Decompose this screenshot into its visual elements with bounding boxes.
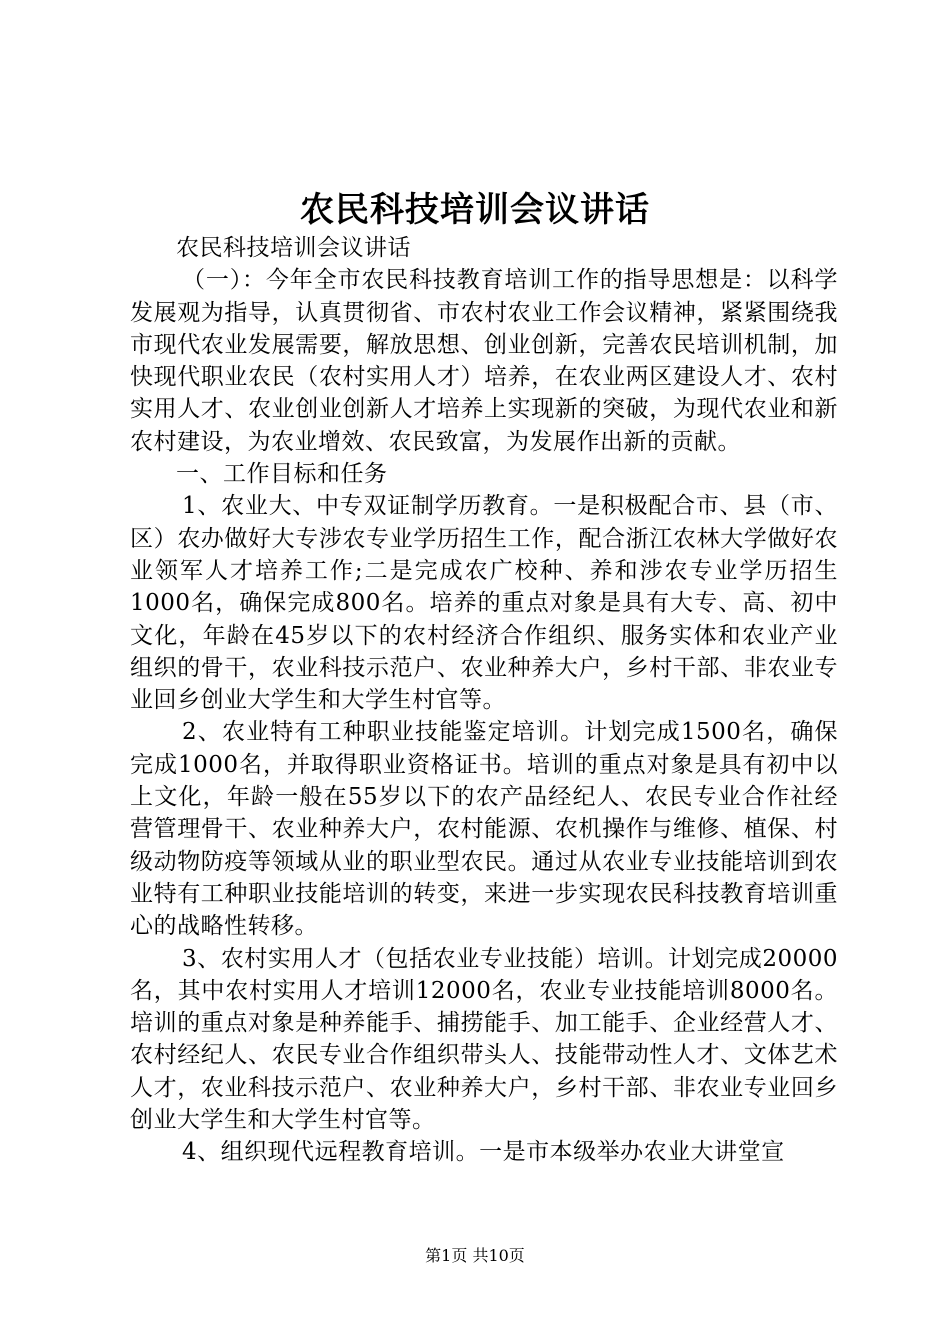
document-title: 农民科技培训会议讲话	[300, 190, 650, 230]
intro-paragraph: （一）：今年全市农民科技教育培训工作的指导思想是：以科学发展观为指导，认真贯彻省、市农村农业工作会议精神，紧紧围绕我市现代农业发展需要，解放思想、创业创新，完善农民培训机制，加快现代职业农民（农村实用人才）培养，在农业两区建设人才、农村实用人才、农业创业创新人才培养上实现新的突破，为现代农业和新农村建设，为农业增效、农民致富，为发展作出新的贡献。	[130, 267, 838, 455]
document-body	[130, 232, 838, 1169]
subtitle-paragraph: 农民科技培训会议讲话	[176, 235, 411, 261]
item-paragraph-1: 1、农业大、中专双证制学历教育。一是积极配合市、县（市、区）农办做好大专涉农专业学历招生工作，配合浙江农林大学做好农业领军人才培养工作;二是完成农广校种、养和涉农专业学历招生1000名，确保完成800名。培养的重点对象是具有大专、高、初中文化，年龄在45岁以下的农村经济合作组织、服务实体和农业产业组织的骨干，农业科技示范户、农业种养大户，乡村干部、非农业专业回乡创业大学生和大学生村官等。	[130, 493, 838, 714]
item-paragraph-3: 3、农村实用人才（包括农业专业技能）培训。计划完成20000名，其中农村实用人才培训12000名，农业专业技能培训8000名。培训的重点对象是种养能手、捕捞能手、加工能手、企业经营人才、农村经纪人、农民专业合作组织带头人、技能带动性人才、文体艺术人才，农业科技示范户、农业种养大户，乡村干部、非农业专业回乡创业大学生和大学生村官等。	[130, 945, 838, 1134]
item-paragraph-2: 2、农业特有工种职业技能鉴定培训。计划完成1500名，确保完成1000名，并取得职业资格证书。培训的重点对象是具有初中以上文化，年龄一般在55岁以下的农产品经纪人、农民专业合作社经营管理骨干、农业种养大户，农村能源、农机操作与维修、植保、村级动物防疫等领域从业的职业型农民。通过从农业专业技能培训到农业特有工种职业技能培训的转变，来进一步实现农民科技教育培训重心的战略性转移。	[130, 719, 838, 940]
page-footer: 第1页 共10页	[425, 1246, 525, 1265]
section-heading: 一、工作目标和任务	[176, 461, 388, 488]
item-paragraph-4: 4、组织现代远程教育培训。一是市本级举办农业大讲堂宣	[182, 1139, 785, 1166]
